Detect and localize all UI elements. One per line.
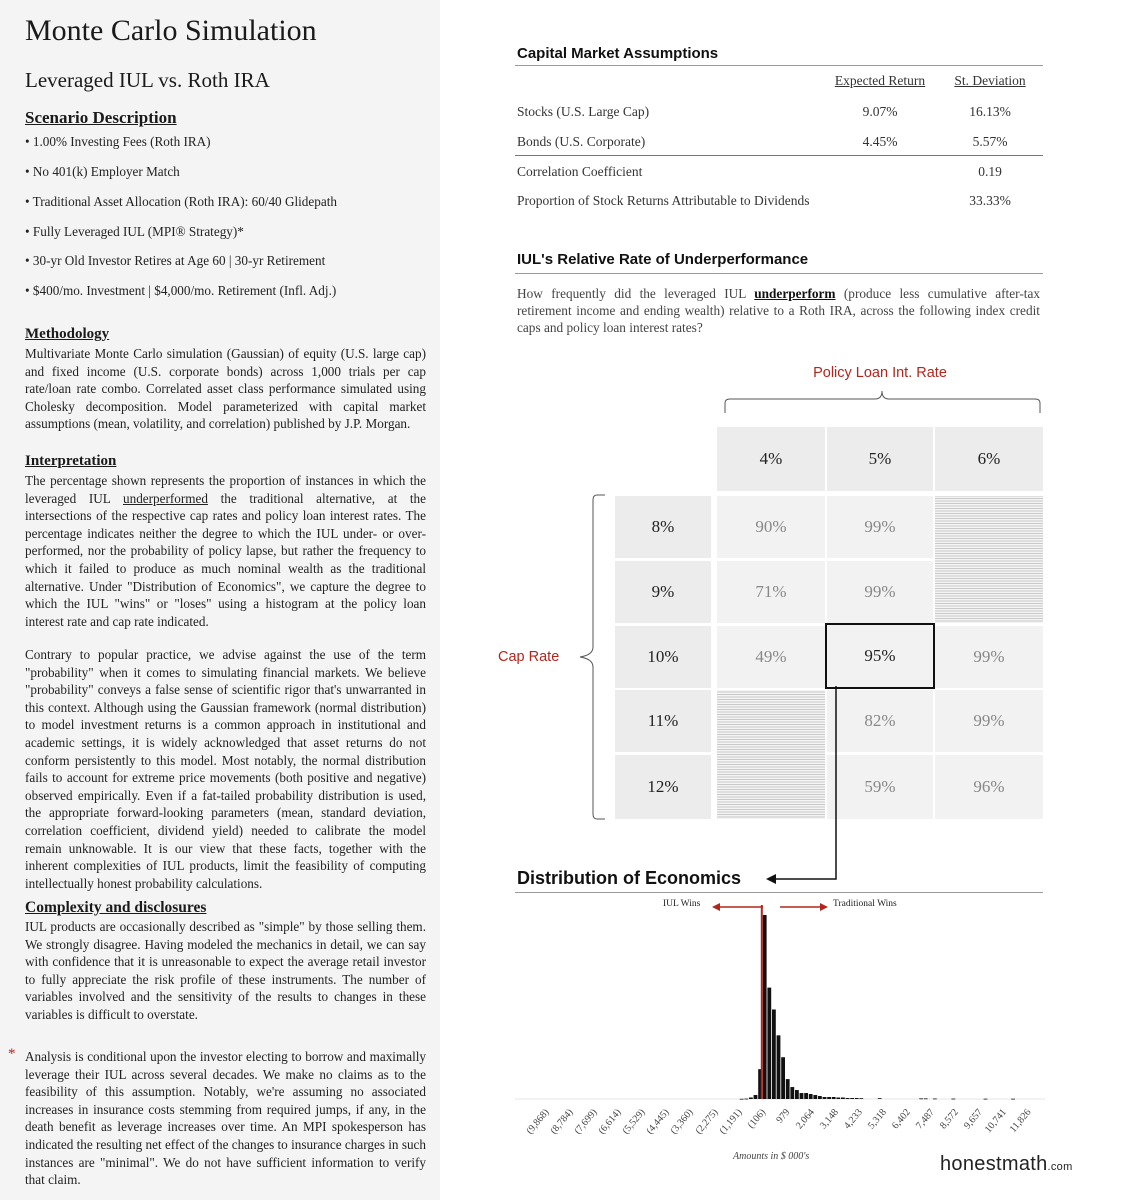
distribution-heading: Distribution of Economics [517, 868, 742, 888]
footnote-text: Analysis is conditional upon the investor electing to borrow and maximally leverage their IUL across several decades. We make no claims as to the feasibility of this assumption. Notably, we're assuming no associated increases in insurance costs stemming from required jumps, if any, in the death benefit as leverage increases over time. An MPI spokesperson has indicated the resulting net effect of the changes to insurance charges in such instances are "minimal". We do not have sufficient information to verify that claim. [25, 1049, 426, 1188]
histogram-tick-label: 979 [774, 1107, 793, 1126]
histogram-bar [754, 1095, 758, 1099]
histogram-tick-label: 6,402 [890, 1107, 913, 1132]
histogram-tick-label: 7,487 [914, 1107, 938, 1132]
histogram-tick-label: (3,360) [668, 1107, 697, 1137]
histogram-bar [772, 1009, 776, 1099]
scenario-item: • 30-yr Old Investor Retires at Age 60 | 30-yr Retirement [25, 253, 326, 268]
scenario-item: • No 401(k) Employer Match [25, 164, 180, 179]
cap-rate-header: 9% [615, 561, 711, 623]
cma-st-deviation: 33.33% [969, 193, 1011, 208]
histogram-tick-label: 5,318 [865, 1107, 889, 1132]
traditional-wins-label: Traditional Wins [833, 899, 897, 909]
cma-heading: Capital Market Assumptions [517, 45, 719, 62]
histogram-bar [827, 1097, 831, 1099]
histogram-bar [878, 1098, 882, 1099]
loan-rate-header: 5% [827, 427, 933, 491]
cap-rate-label: Cap Rate [498, 649, 560, 665]
histogram-bar [809, 1094, 813, 1099]
histogram-tick-label: (9,868) [524, 1107, 552, 1137]
cap-rate-brace [575, 492, 615, 822]
page-title: Monte Carlo Simulation [25, 14, 317, 47]
histogram-bar [790, 1087, 794, 1099]
histogram [515, 905, 1045, 1105]
grid-cell: 71% [717, 561, 825, 623]
grid-cell: 99% [827, 561, 933, 623]
scenario-item: • Fully Leveraged IUL (MPI® Strategy)* [25, 224, 244, 239]
grid-cell: 99% [935, 690, 1043, 752]
underperform-emphasis: underperform [754, 286, 836, 301]
grid-cell-selected: 95% [825, 623, 935, 689]
policy-loan-label: Policy Loan Int. Rate [813, 365, 947, 381]
histogram-tick-label: (5,529) [620, 1107, 648, 1137]
histogram-bar [919, 1098, 923, 1099]
cma-expected-return: 4.45% [862, 134, 898, 149]
cap-rate-header: 12% [615, 755, 711, 819]
scenario-item: • $400/mo. Investment | $4,000/mo. Retirement (Infl. Adj.) [25, 283, 337, 298]
cma-row-label: Bonds (U.S. Corporate) [517, 134, 646, 149]
histogram-bar [855, 1098, 859, 1099]
histogram-bar [823, 1097, 827, 1099]
histogram-bar [1011, 1099, 1015, 1100]
methodology-text: Multivariate Monte Carlo simulation (Gaussian) of equity (U.S. large cap) and fixed income (U.S. corporate bonds) across 1,000 trials per cap rate/loan rate combo. Correlated asset class performance simulated using Cholesky decomposition. Model parameterized with capital market assumptions (mean, volatility, and correlation) published by J.P. Morgan. [25, 346, 426, 432]
cma-row-label: Correlation Coefficient [517, 164, 643, 179]
cma-row-label: Stocks (U.S. Large Cap) [517, 104, 650, 119]
interpretation-paragraph-2: Contrary to popular practice, we advise against the use of the term "probability" when it comes to simulating financial markets. We believe "probability" conveys a false sense of scientific rigor that's unwarranted in this context. Although using the Gaussian framework (normal distribution) to model investment returns is a common approach in institutional and academic settings, it is widely acknowledged that asset returns do not conform persistently to this model. Most notably, the normal distribution fails to account for extreme price movements (both positive and negative) observed empirically. Even if a fat-tailed probability distribution is used, the appropriate forward-looking parameters (mean, standard deviation, correlation coefficient, dividend yield) needed to calibrate the model remain unknowable. It is our view that these facts, together with the inherent complexities of IUL products, limit the feasibility of computing intellectually honest probability calculations. [25, 647, 426, 891]
loan-rate-header: 4% [717, 427, 825, 491]
histogram-tick-label: 10,741 [983, 1107, 1010, 1136]
cma-st-deviation: 0.19 [978, 164, 1002, 179]
connector-arrow [760, 686, 840, 886]
histogram-tick-label: (6,614) [596, 1107, 624, 1137]
histogram-bar [846, 1098, 850, 1099]
histogram-bar [836, 1098, 840, 1099]
histogram-tick-label: 2,064 [793, 1107, 817, 1132]
histogram-bar [777, 1035, 781, 1099]
histogram-tick-label: (8,784) [548, 1107, 576, 1137]
brand-logo: honestmath.com [940, 1153, 1073, 1175]
page-subtitle: Leveraged IUL vs. Roth IRA [25, 68, 270, 92]
grid-cell-empty [935, 496, 1043, 623]
loan-rate-header: 6% [935, 427, 1043, 491]
cap-rate-header: 8% [615, 496, 711, 558]
cma-divider [515, 155, 1043, 156]
histogram-tick-label: 3,148 [817, 1107, 841, 1132]
iul-wins-label: IUL Wins [663, 899, 701, 909]
cap-rate-header: 11% [615, 690, 711, 752]
grid-cell: 49% [717, 626, 825, 688]
histogram-bar [951, 1099, 955, 1100]
cma-rule [515, 65, 1043, 66]
histogram-bar [832, 1097, 836, 1099]
histogram-bar [841, 1098, 845, 1099]
histogram-bar [795, 1090, 799, 1099]
histogram-tick-label: 8,572 [938, 1107, 962, 1132]
histogram-tick-label: (2,275) [692, 1107, 721, 1137]
grid-cell: 90% [717, 496, 825, 558]
histogram-bar [818, 1096, 822, 1099]
underperformance-heading: IUL's Relative Rate of Underperformance [517, 251, 809, 268]
histogram-bar [781, 1057, 785, 1099]
interpretation-paragraph-1: The percentage shown represents the proportion of instances in which the leveraged IUL underperformed the traditional alternative, at the intersections of the respective cap rates and policy loan interest rates. The percentage indicates neither the degree to which the IUL under- or over-performed, nor the probability of policy lapse, but rather the frequency to which it failed to produce as much nominal wealth as the traditional alternative. Under "Distribution of Economics", we capture the degree to which the IUL "wins" or "loses" using a histogram at the policy loan interest rate and cap rate indicated. [25, 473, 426, 629]
complexity-heading: Complexity and disclosures [25, 899, 207, 916]
underperformance-rule [515, 273, 1043, 274]
expected-return-header: Expected Return [834, 73, 926, 88]
histogram-bar [749, 1098, 753, 1099]
grid-cell: 82% [827, 690, 933, 752]
histogram-bar [933, 1099, 937, 1100]
histogram-bar [800, 1093, 804, 1099]
histogram-bar [984, 1099, 988, 1100]
histogram-tick-label: (7,699) [572, 1107, 600, 1137]
histogram-bar [786, 1079, 790, 1099]
scenario-item: • 1.00% Investing Fees (Roth IRA) [25, 134, 211, 149]
cma-row-label: Proportion of Stock Returns Attributable to Dividends [517, 193, 810, 208]
histogram-bar [813, 1095, 817, 1099]
complexity-text: IUL products are occasionally described as "simple" by those selling them. We strongly disagree. Having modeled the mechanics in detail, we can say with confidence that it is unreasonable to expect the average retail investor to fully appreciate the risk profile of these instruments. The number of variables involved and the sensitivity of the results to changes in these variables is difficult to overstate. [25, 919, 426, 1022]
histogram-bar [744, 1099, 748, 1100]
histogram-bar [763, 915, 767, 1099]
histogram-x-label: Amounts in $ 000's [733, 1151, 810, 1162]
cap-rate-header: 10% [615, 626, 711, 688]
histogram-bar [767, 988, 771, 1099]
histogram-bar [804, 1093, 808, 1099]
cma-st-deviation: 5.57% [972, 134, 1008, 149]
histogram-tick-label: 9,657 [962, 1107, 986, 1132]
underperformance-question: How frequently did the leveraged IUL underperform (produce less cumulative after-tax retirement income and ending wealth) relative to a Roth IRA, across the following index credit caps and policy loan interest rates? [517, 286, 1040, 335]
footnote-asterisk: * [8, 1046, 16, 1062]
histogram-bar [850, 1098, 854, 1099]
grid-cell: 59% [827, 755, 933, 819]
cma-st-deviation: 16.13% [969, 104, 1011, 119]
histogram-tick-label: (1,191) [717, 1107, 745, 1137]
underperformed-emphasis: underperformed [123, 490, 208, 506]
grid-cell: 99% [827, 496, 933, 558]
histogram-tick-label: (106) [745, 1107, 769, 1131]
methodology-heading: Methodology [25, 326, 110, 342]
scenario-item: • Traditional Asset Allocation (Roth IRA): 60/40 Glidepath [25, 194, 337, 209]
interpretation-heading: Interpretation [25, 453, 117, 469]
st-deviation-header: St. Deviation [954, 73, 1026, 88]
scenario-heading: Scenario Description [25, 108, 177, 127]
histogram-tick-label: (4,445) [644, 1107, 672, 1137]
histogram-bar [740, 1099, 744, 1100]
grid-cell: 99% [935, 626, 1043, 688]
left-panel [0, 0, 440, 1200]
cma-expected-return: 9.07% [862, 104, 898, 119]
policy-loan-brace [720, 385, 1050, 415]
histogram-bar [859, 1098, 863, 1099]
histogram-tick-label: 11,826 [1007, 1107, 1034, 1135]
histogram-bar [924, 1098, 928, 1099]
grid-cell: 96% [935, 755, 1043, 819]
distribution-rule [515, 892, 1043, 893]
histogram-tick-label: 4,233 [841, 1107, 865, 1132]
